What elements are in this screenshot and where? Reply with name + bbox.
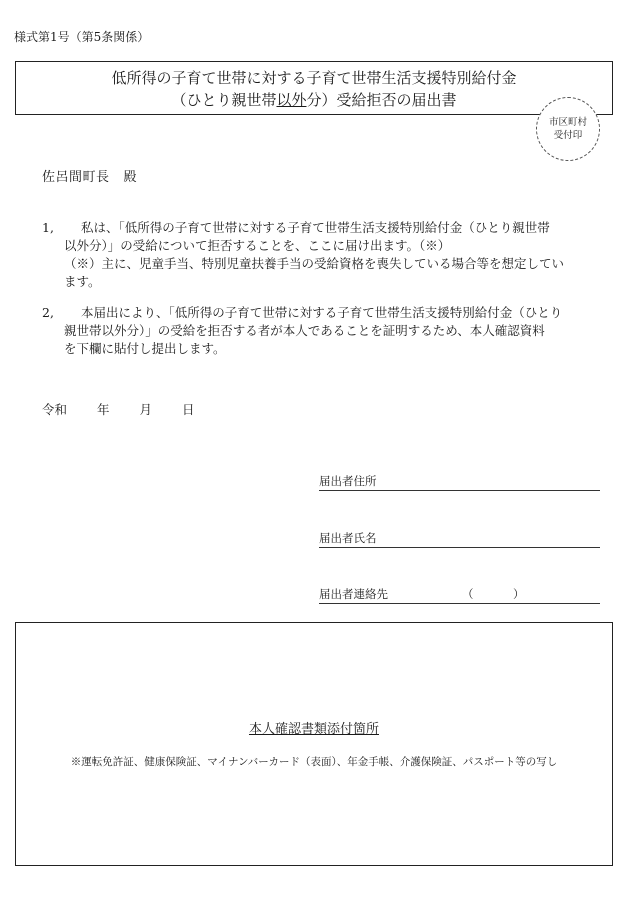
title-line-2-post: 分）受給拒否の届出書 [306,91,457,109]
date-era: 令和 [42,402,68,417]
name-label: 届出者氏名 [319,531,377,545]
attachment-title [15,718,613,737]
address-label: 届出者住所 [319,474,377,488]
date-line [42,400,195,418]
title-line-1: 低所得の子育て世帯に対する子育て世帯生活支援特別給付金 [111,69,517,87]
item-number: 2, [42,305,54,320]
form-number: 様式第1号（第5条関係） [14,30,150,44]
date-month: 月 [139,402,153,417]
title-line-2-pre: （ひとり親世帯 [171,91,277,109]
item-1-line-1 [64,219,582,237]
id-document-attachment-area [15,622,613,866]
document-title-box [15,61,613,115]
stamp-line-2: 受付印 [553,130,583,141]
statement-item-2 [42,304,582,358]
attachment-note: ※運転免許証、健康保険証、マイナンバーカード（表面）、年金手帳、介護保険証、パスポート等の写し [70,756,558,768]
item-1-text-1: 私は、「低所得の子育て世帯に対する子育て世帯生活支援特別給付金（ひとり親世帯 [81,220,550,235]
item-1-line-4: ます。 [64,274,101,289]
addressee [42,166,137,185]
title-line-2-underlined: 以外 [276,91,307,109]
attachment-title-text: 本人確認書類添付箇所 [248,722,379,737]
item-2-text-1: 本届出により、「低所得の子育て世帯に対する子育て世帯生活支援特別給付金（ひとり [81,305,563,320]
stamp-line-1: 市区町村 [548,117,587,128]
addressee-town: 佐呂間町長 [42,170,110,185]
date-day: 日 [182,402,195,417]
item-2-line-2: 親世帯以外分）」の受給を拒否する者が本人であることを証明するため、本人確認資料 [64,323,545,338]
item-1-line-3: （※）主に、児童手当、特別児童扶養手当の受給資格を喪失している場合等を想定してい [64,256,565,271]
contact-paren-open: （ [462,587,474,601]
date-year: 年 [97,402,110,417]
contact-label: 届出者連絡先 [319,587,388,601]
item-number: 1, [42,220,54,235]
contact-paren-close: ） [513,587,525,601]
statement-item-1 [42,219,582,291]
addressee-honorific: 殿 [123,170,138,185]
contact-field[interactable] [319,587,600,604]
item-2-line-1 [64,304,582,322]
name-field[interactable] [319,531,600,548]
address-field[interactable] [319,474,600,491]
title-line-2 [16,89,612,111]
item-2-line-3: を下欄に貼付し提出します。 [64,341,226,356]
item-1-line-2: 以外分）」の受給について拒否することを、ここに届け出ます。（※） [64,238,451,253]
reception-stamp-circle [536,97,600,161]
